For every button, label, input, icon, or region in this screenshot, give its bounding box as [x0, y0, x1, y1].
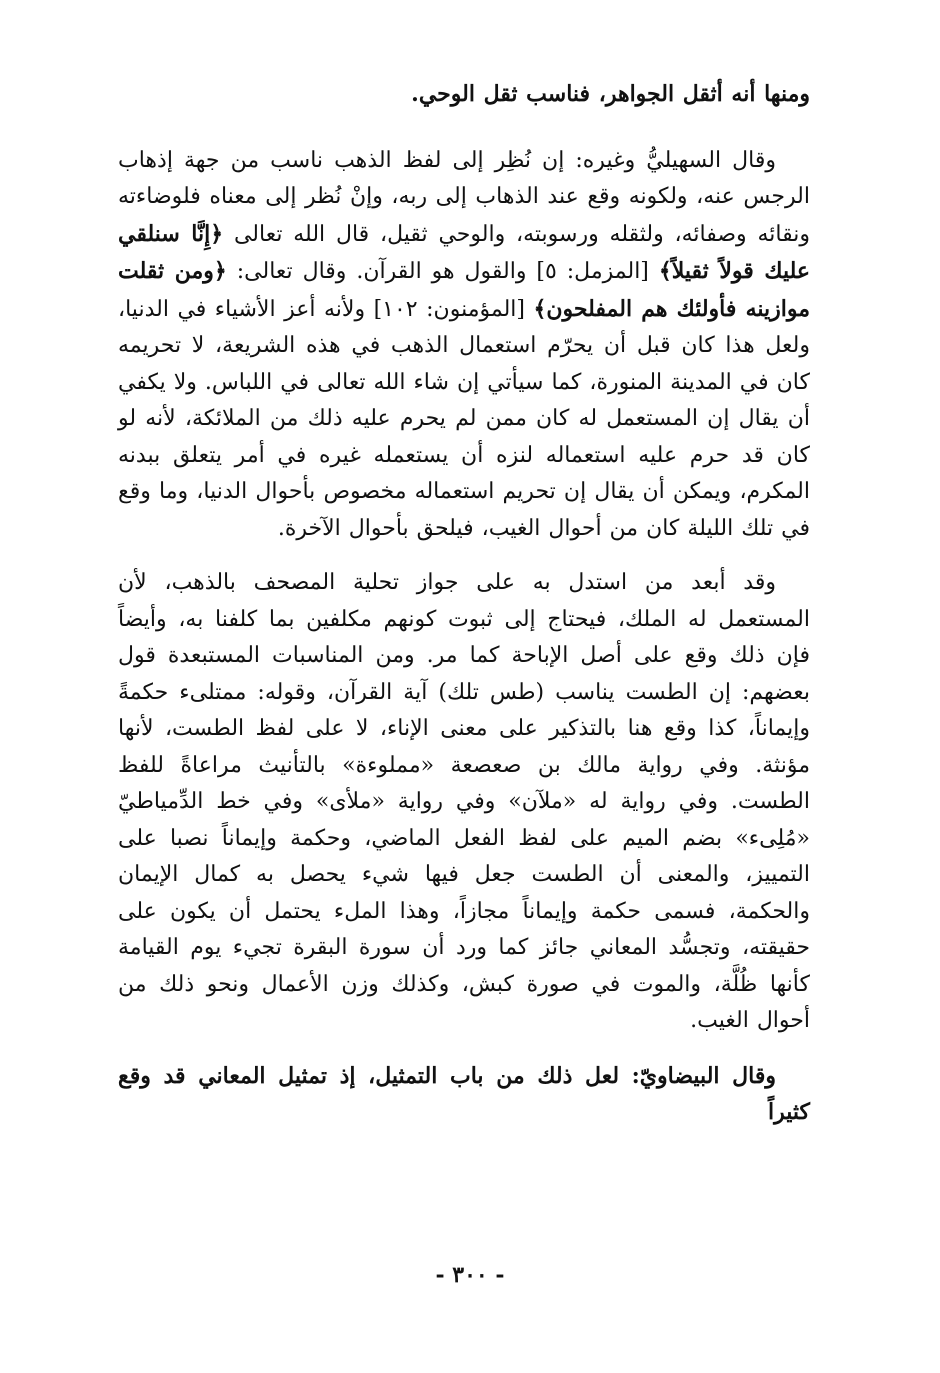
paragraph-baydawi: وقال البيضاويّ: لعل ذلك من باب التمثيل، إذ تمثيل المعاني قد وقع كثيراً [118, 1062, 810, 1125]
quran-quote-muzzammil: ﴿إِنَّا سنلقي عليك قولاً ثقيلاً﴾ [118, 220, 810, 284]
paragraph-suhaili [118, 143, 810, 548]
paragraph-text: [المؤمنون: ١٠٢] ولأنه أعز الأشياء في الدنيا، ولعل هذا كان قبل أن يحرّم استعمال الذهب في هذه الشريعة، لا تحريمه كان في المدينة المنورة، كما سيأتي إن شاء الله تعالى في اللباس. ولا يكفي أن يقال إن المستعمل له كان ممن لم يحرم عليه ذلك من الملائكة، لأنه لو كان قد حرم عليه استعماله لنزه أن يستعمله غيره في أمر يتعلق ببدنه المكرم، ويمكن أن يقال إن تحريم استعماله مخصوص بأحوال الدنيا، وما وقع في تلك الليلة كان من أحوال الغيب، فيلحق بأحوال الآخرة. [118, 296, 810, 541]
paragraph-text: [المزمل: ٥] والقول هو القرآن. وقال تعالى: [226, 259, 659, 284]
page-number: - ٣٠٠ - [435, 1262, 505, 1288]
lead-line: ومنها أنه أثقل الجواهر، فناسب ثقل الوحي. [411, 81, 810, 107]
book-page [118, 76, 810, 1356]
paragraph-mushaf: وقد أبعد من استدل به على جواز تحلية المصحف بالذهب، لأن المستعمل له الملك، فيحتاج إلى ثبوت كونهم مكلفين بما كلفنا به، وأيضاً فإن ذلك وقع على أصل الإباحة كما مر. ومن المناسبات المستبعدة قول بعضهم: إن الطست يناسب (طس تلك) آية القرآن، وقوله: ممتلىء حكمةً وإيماناً، كذا وقع هنا بالتذكير على معنى الإناء، لا على لفظ الطست، لأنها مؤنثة. وفي رواية مالك بن صعصعة «مملوءة» بالتأنيث مراعاةً للفظ الطست. وفي رواية له «ملآن» وفي رواية «ملأى» وفي خط الدِّمياطيّ «مُلِىء» بضم الميم على لفظ الفعل الماضي، وحكمة وإيماناً نصبا على التمييز، والمعنى أن الطست جعل فيها شيء يحصل به كمال الإيمان والحكمة، فسمى حكمة وإيماناً مجازاً، وهذا الملء يحتمل أن يكون على حقيقته، وتجسُّد المعاني جائز كما ورد أن سورة البقرة تجيء يوم القيامة كأنها ظُلَّة، والموت في صورة كبش، وكذلك وزن الأعمال ونحو ذلك من أحوال الغيب. [118, 570, 811, 1033]
quran-quote-muminun: ﴿ومن ثقلت موازينه فأولئك هم المفلحون﴾ [118, 258, 811, 322]
paragraph-text: وقال السهيليُّ وغيره: إن نُظِر إلى لفظ الذهب ناسب من جهة إذهاب الرجس عنه، ولكونه وقع عند الذهاب إلى ربه، وإنْ نُظر إلى معناه فلوضاءته ونقائه وصفائه، ولثقله ورسوبته، والوحي ثقيل، قال الله تعالى [118, 147, 810, 247]
